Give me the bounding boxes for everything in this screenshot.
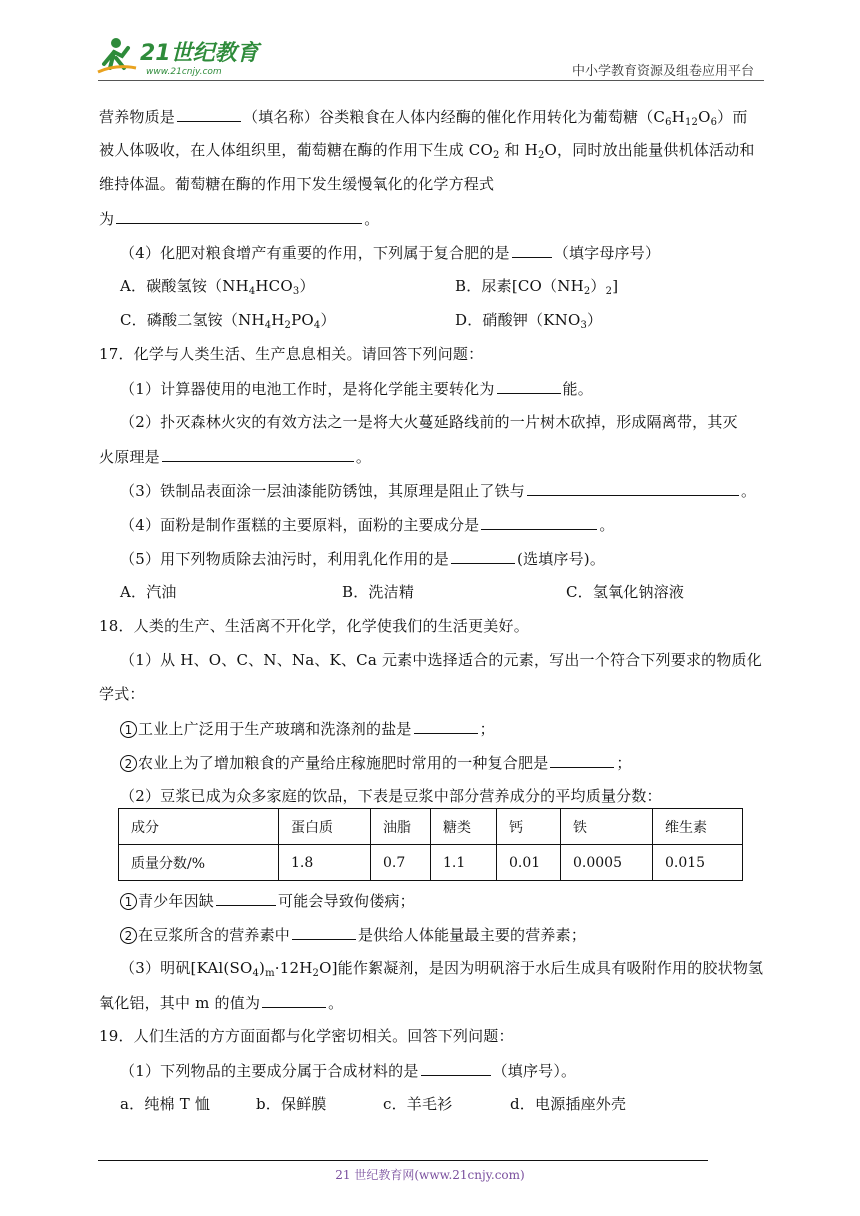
q16-line-1: 营养物质是 （填名称）谷类粮食在人体内经酶的催化作用转化为葡萄糖$(C_6H_{12}O_6)$而 <box>99 108 748 128</box>
q19-option-a: a．纯棉 T 恤 <box>120 1095 211 1113</box>
table-cell: 1.1 <box>431 845 497 881</box>
table-cell: 成分 <box>119 809 279 845</box>
q17-stem: 17．化学与人类生活、生产息息相关。请回答下列问题： <box>99 345 484 363</box>
q18-item-1: 1 工业上广泛用于生产玻璃和洗涤剂的盐是 ； <box>120 718 495 739</box>
q16-line-2: 被人体吸收，在人体组织里，葡萄糖在酶的作用下生成 $CO_2$ 和 $H_2O$，同时放出能量供机体活动和 <box>99 141 755 161</box>
answer-blank[interactable] <box>116 208 362 224</box>
footer-divider <box>98 1160 708 1161</box>
answer-blank[interactable] <box>216 890 276 906</box>
answer-blank[interactable] <box>497 378 561 394</box>
table-cell: 维生素 <box>653 809 743 845</box>
q16-option-b: B．尿素$[CO(NH_2)_2]$ <box>455 277 619 297</box>
q19-option-d: d．电源插座外壳 <box>510 1095 627 1113</box>
answer-blank[interactable] <box>451 548 515 564</box>
q16-part-4: （4）化肥对粮食增产有重要的作用，下列属于复合肥的是 （填字母序号） <box>120 244 661 262</box>
header-divider <box>98 80 764 81</box>
q16-option-c: C．磷酸二氢铵$(NH_4H_2PO_4)$ <box>120 311 336 331</box>
answer-blank[interactable] <box>421 1060 491 1076</box>
answer-blank[interactable] <box>527 480 739 496</box>
q19-option-b: b．保鲜膜 <box>256 1095 327 1113</box>
q18-table-item-1: 1 青少年因缺 可能会导致佝偻病； <box>120 890 415 911</box>
answer-blank[interactable] <box>414 718 478 734</box>
q18-part-3-cont: 氧化铝，其中 m 的值为 。 <box>99 994 344 1012</box>
q17-part-4: （4）面粉是制作蛋糕的主要原料，面粉的主要成分是 。 <box>120 516 615 534</box>
table-cell: 油脂 <box>371 809 431 845</box>
q19-stem: 19．人们生活的方方面面都与化学密切相关。回答下列问题： <box>99 1027 514 1045</box>
table-cell: 糖类 <box>431 809 497 845</box>
logo-url: www.21cnjy.com <box>146 67 222 77</box>
q17-part-3: （3）铁制品表面涂一层油漆能防锈蚀，其原理是阻止了铁与 。 <box>120 482 757 500</box>
q16-option-d: D．硝酸钾$(KNO_3)$ <box>455 311 603 331</box>
q18-part-1-cont: 学式： <box>99 685 145 703</box>
table-row <box>119 845 743 881</box>
q17-option-c: C．氢氧化钠溶液 <box>566 583 685 601</box>
table-cell: 0.015 <box>653 845 743 881</box>
q18-part-1: （1）从 H、O、C、N、Na、K、Ca 元素中选择适合的元素，写出一个符合下列要求的物质化 <box>120 651 762 669</box>
q18-part-2: （2）豆浆已成为众多家庭的饮品，下表是豆浆中部分营养成分的平均质量分数： <box>120 787 662 805</box>
table-cell: 铁 <box>561 809 653 845</box>
q19-part-1: （1）下列物品的主要成分属于合成材料的是 （填序号）。 <box>120 1062 577 1080</box>
q16-line-3: 维持体温。葡萄糖在酶的作用下发生缓慢氧化的化学方程式 <box>99 175 495 193</box>
answer-blank[interactable] <box>177 106 241 122</box>
site-logo <box>96 34 266 80</box>
nutrition-table <box>118 808 743 881</box>
q17-part-2-cont: 火原理是 。 <box>99 448 372 466</box>
q18-part-3: （3）明矾$[KAl(SO_4)_m\cdot 12H_2O]$能作絮凝剂，是因为明矾溶于水后生成具有吸附作用的胶状物氢 <box>120 959 764 979</box>
runner-icon <box>98 38 136 72</box>
answer-blank[interactable] <box>162 446 354 462</box>
circled-number: 1 <box>120 721 137 738</box>
answer-blank[interactable] <box>292 924 356 940</box>
table-cell: 0.0005 <box>561 845 653 881</box>
answer-blank[interactable] <box>512 242 552 258</box>
answer-blank[interactable] <box>262 992 326 1008</box>
table-cell: 1.8 <box>279 845 371 881</box>
table-header-row <box>119 809 743 845</box>
answer-blank[interactable] <box>550 752 614 768</box>
table-cell: 蛋白质 <box>279 809 371 845</box>
q17-option-a: A．汽油 <box>120 583 177 601</box>
answer-blank[interactable] <box>481 514 597 530</box>
table-cell: 0.01 <box>497 845 561 881</box>
circled-number: 1 <box>120 893 137 910</box>
table-cell: 质量分数/% <box>119 845 279 881</box>
q19-option-c: c．羊毛衫 <box>383 1095 453 1113</box>
q16-option-a: A．碳酸氢铵$(NH_4HCO_3)$ <box>120 277 315 297</box>
q17-part-1: （1）计算器使用的电池工作时，是将化学能主要转化为 能。 <box>120 380 593 398</box>
q17-part-2: （2）扑灭森林火灾的有效方法之一是将大火蔓延路线前的一片树木砍掉，形成隔离带，其灭 <box>120 413 738 431</box>
footer-link[interactable]: 21 世纪教育网(www.21cnjy.com) <box>335 1168 525 1182</box>
q18-stem: 18．人类的生产、生活离不开化学，化学使我们的生活更美好。 <box>99 617 529 635</box>
circled-number: 2 <box>120 755 137 772</box>
q17-option-b: B．洗洁精 <box>342 583 415 601</box>
q17-part-5: （5）用下列物质除去油污时，利用乳化作用的是 (选填序号)。 <box>120 550 606 568</box>
logo-text: 21世纪教育 <box>140 41 259 66</box>
header-site-name: 中小学教育资源及组卷应用平台 <box>572 64 755 79</box>
circled-number: 2 <box>120 927 137 944</box>
q18-table-item-2: 2 在豆浆所含的营养素中 是供给人体能量最主要的营养素； <box>120 924 586 945</box>
q18-item-2: 2 农业上为了增加粮食的产量给庄稼施肥时常用的一种复合肥是 ； <box>120 752 632 773</box>
table-cell: 钙 <box>497 809 561 845</box>
q16-line-4: 为 。 <box>99 210 380 228</box>
table-cell: 0.7 <box>371 845 431 881</box>
